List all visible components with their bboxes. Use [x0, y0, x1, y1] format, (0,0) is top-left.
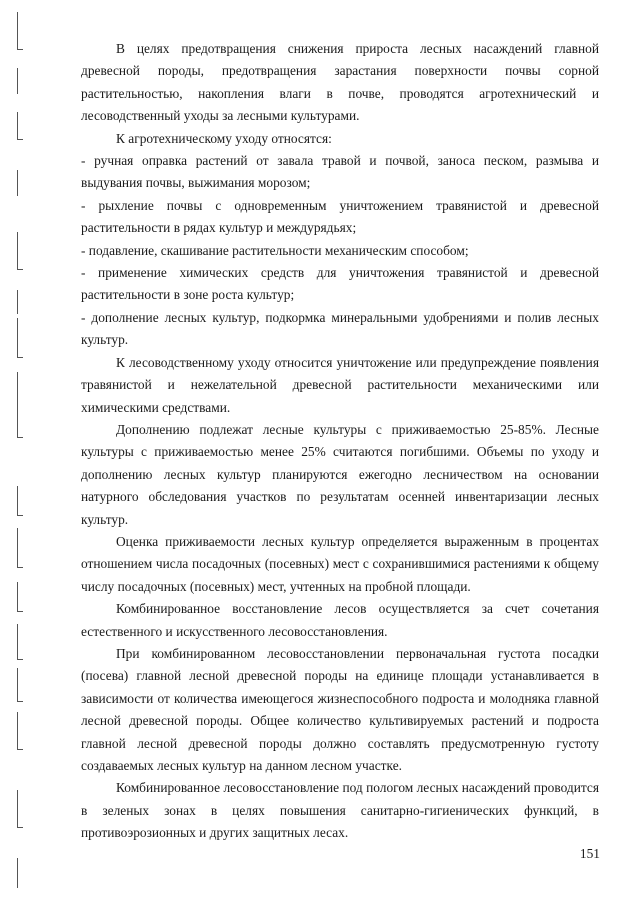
page-number: 151 — [579, 846, 600, 861]
body-text — [81, 38, 599, 845]
paragraph: Оценка приживаемости лесных культур определяется выраженным в процентах отношением числа посадочных (посевных) мест с сохранившимися растениями к общему числу посадочных (посевных) мест, учтенных на пробной площади. — [81, 533, 599, 594]
paragraph: К агротехническому уходу относятся: — [116, 130, 332, 146]
list-item: - дополнение лесных культур, подкормка минеральными удобрениями и полив лесных культур. — [81, 309, 599, 348]
paragraph: При комбинированном лесовосстановлении первоначальная густота посадки (посева) главной лесной древесной породы на единице площади устанавливается в зависимости от количества имеющегося жизнеспособного подроста и молодняка главной лесной древесной породы. Общее количество культивируемых растений и подроста главной лесной древесной породы должно составлять предусмотренную густоту создаваемых лесных культур на данном лесном участке. — [81, 645, 599, 773]
list-item: - применение химических средств для уничтожения травянистой и древесной растительности в зоне роста культур; — [81, 265, 599, 303]
list-item: - ручная оправка растений от завала травой и почвой, заноса песком, размыва и выдувания почвы, выжимания морозом; — [81, 153, 599, 191]
list-item: - рыхление почвы с одновременным уничтожением травянистой и древесной растительности в рядах культур и междурядьях; — [81, 197, 599, 236]
list-item: - подавление, скашивание растительности механическим способом; — [81, 242, 469, 258]
paragraph: Комбинированное лесовосстановление под пологом лесных насаждений проводится в зеленых зонах в целях повышения санитарно-гигиенических функций, в противоэрозионных и других защитных лесах. — [81, 780, 599, 841]
paragraph: К лесоводственному уходу относится уничтожение или предупреждение появления травянистой и нежелательной древесной растительности механическими или химическими средствами. — [81, 354, 599, 415]
binding-edge-marks — [0, 0, 30, 905]
paragraph: В целях предотвращения снижения прироста лесных насаждений главной древесной породы, предотвращения зарастания поверхности почвы сорной растительностью, накопления влаги в почве, проводятся агротехнический и лесоводственный уходы за лесными культурами. — [81, 41, 599, 124]
paragraph: Дополнению подлежат лесные культуры с приживаемостью 25-85%. Лесные культуры с приживаемостью менее 25% считаются погибшими. Объемы по уходу и дополнению лесных культур планируются ежегодно лесничеством на основании натурного обследования участков по результатам осенней инвентаризации лесных культур. — [81, 421, 599, 527]
paragraph: Комбинированное восстановление лесов осуществляется за счет сочетания естественного и искусственного лесовосстановления. — [81, 601, 599, 639]
